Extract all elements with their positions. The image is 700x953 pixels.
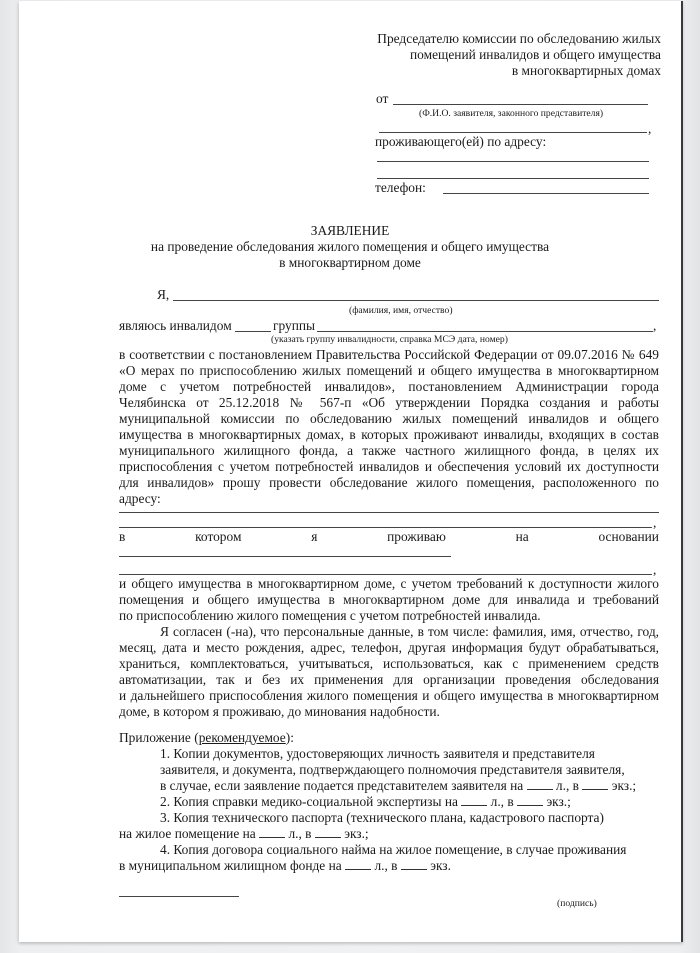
attachment-4-line-1: 4. Копия договора социального найма на жилое помещение, в случае проживания bbox=[160, 842, 627, 857]
para-line: Я согласен (-на), что персональные данные, в том числе: фамилия, имя, отчество, год, bbox=[160, 624, 659, 639]
heading-prefix: Приложение ( bbox=[119, 730, 199, 745]
paragraph-regulations bbox=[119, 347, 659, 507]
residence-basis-field-1[interactable] bbox=[119, 556, 451, 557]
para-line: в соответствии с постановлением Правительства Российской Федерации от 09.07.2016 № 649 bbox=[119, 347, 659, 362]
para-line: муниципальной комиссии по обследованию жилых помещений инвалидов и общего bbox=[119, 411, 659, 426]
copies-label: экз.; bbox=[344, 826, 369, 841]
attachment-1-line-1: 1. Копии документов, удостоверяющих личность заявителя и представителя bbox=[160, 746, 595, 761]
comma-2: , bbox=[653, 318, 657, 333]
para-line: имущества в многоквартирных домах, в которых проживают инвалиды, входящих в состав bbox=[119, 427, 659, 442]
copies-field[interactable] bbox=[582, 778, 608, 790]
heading-suffix: ): bbox=[285, 730, 294, 745]
para-line: храниться, комплектоваться, учитываться, использоваться, как с применением средств bbox=[119, 656, 659, 671]
from-label: от bbox=[376, 91, 389, 106]
copies-field[interactable] bbox=[315, 826, 341, 838]
para-line: доме с учетом потребностей инвалидов», постановлением Администрации города bbox=[119, 379, 659, 394]
comma-4: , bbox=[653, 562, 657, 577]
document-subtitle-2: в многоквартирном доме bbox=[279, 255, 421, 270]
word: я bbox=[311, 529, 318, 544]
para-line: «О мерах по приспособлению жилых помещений и общего имущества в многоквартирном bbox=[119, 363, 659, 378]
residence-basis-field-2[interactable] bbox=[119, 574, 652, 575]
attachment-text: в муниципальном жилищном фонде на bbox=[119, 858, 342, 873]
para-line: месяц, дата и место рождения, адрес, телефон, другая информация будут обрабатываться, bbox=[119, 640, 659, 655]
sheets-label: л., в bbox=[490, 794, 514, 809]
residence-line bbox=[119, 529, 659, 545]
document-title: ЗАЯВЛЕНИЕ bbox=[310, 223, 390, 238]
para-line: для инвалидов» прошу провести обследование жилого помещения, расположенного по bbox=[119, 475, 659, 490]
comma-3: , bbox=[653, 515, 657, 530]
paragraph-consent bbox=[119, 624, 659, 720]
sheets-field[interactable] bbox=[461, 794, 487, 806]
disabled-label: являюсь инвалидом bbox=[119, 318, 232, 333]
copies-label: экз.; bbox=[611, 778, 637, 793]
date-field[interactable] bbox=[119, 896, 239, 897]
applicant-name-field-2[interactable] bbox=[379, 132, 647, 133]
addressee-block bbox=[359, 31, 661, 79]
document-page bbox=[19, 1, 683, 942]
comma: , bbox=[648, 121, 652, 136]
copies-label: экз.; bbox=[546, 794, 571, 809]
phone-field[interactable] bbox=[443, 193, 649, 194]
addressee-line-3: в многоквартирных домах bbox=[511, 63, 661, 78]
para-line: Челябинска от 25.12.2018 № 567-п «Об утверждении Порядка создания и работы bbox=[119, 395, 659, 410]
attachment-text: 2. Копия справки медико-социальной экспертизы на bbox=[160, 794, 458, 809]
i-label: Я, bbox=[157, 287, 170, 302]
sheets-label: л., в bbox=[374, 858, 398, 873]
word: в bbox=[119, 529, 126, 544]
para-line: приспособления с учетом потребностей инвалидов и обеспечения условий их доступности bbox=[119, 459, 659, 474]
para-line: автоматизации, так и без их применения для организации проведения обследования bbox=[119, 672, 659, 687]
attachment-3-line-1: 3. Копия технического паспорта (технического плана, кадастрового паспорта) bbox=[160, 810, 604, 825]
disability-details-field[interactable] bbox=[317, 331, 653, 332]
sheets-field[interactable] bbox=[527, 778, 553, 790]
sheets-label: л., в bbox=[555, 778, 579, 793]
disability-details-caption: (указать группу инвалидности, справка МСЭ дата, номер) bbox=[271, 334, 508, 345]
address-field-1[interactable] bbox=[377, 161, 649, 162]
full-name-field[interactable] bbox=[173, 300, 659, 301]
para-line: по приспособлению жилого помещения с учетом потребностей инвалида. bbox=[119, 608, 541, 623]
para-line: адресу: bbox=[119, 491, 161, 506]
group-label: группы bbox=[273, 318, 316, 333]
applicant-name-caption: (Ф.И.О. заявителя, законного представителя) bbox=[419, 108, 604, 119]
sheets-field[interactable] bbox=[259, 826, 285, 838]
word: проживаю bbox=[387, 529, 446, 544]
heading-underlined: рекомендуемое bbox=[198, 730, 286, 745]
sheets-label: л., в bbox=[288, 826, 312, 841]
attachments-heading bbox=[119, 730, 294, 746]
copies-label: экз. bbox=[430, 858, 451, 873]
paragraph-requirements bbox=[119, 576, 659, 624]
applicant-name-field[interactable] bbox=[393, 104, 648, 105]
word: котором bbox=[195, 529, 242, 544]
para-line: доме, в котором я проживаю, до минования надобности. bbox=[119, 704, 440, 719]
para-line: помещения и общего имущества в многоквартирном доме для инвалида и требований bbox=[119, 592, 659, 607]
attachment-1-line-2: заявителя, и документа, подтверждающего полномочия представителя заявителя, bbox=[160, 762, 625, 777]
word: основании bbox=[598, 529, 659, 544]
phone-label: телефон: bbox=[375, 180, 426, 195]
attachment-3-line-2 bbox=[119, 826, 369, 842]
document-subtitle-1: на проведение обследования жилого помещения и общего имущества bbox=[150, 239, 550, 254]
para-line: муниципального жилищного фонда, а также частного жилищного фонда, в целях их bbox=[119, 443, 659, 458]
attachment-4-line-2 bbox=[119, 858, 451, 874]
addressee-line-1: Председателю комиссии по обследованию жилых bbox=[377, 31, 661, 46]
copies-field[interactable] bbox=[517, 794, 543, 806]
property-address-field-1[interactable] bbox=[119, 512, 659, 513]
full-name-caption: (фамилия, имя, отчество) bbox=[349, 305, 453, 316]
para-line: и дальнейшего приспособления жилого помещения и общего имущества в многоквартирном bbox=[119, 688, 659, 703]
attachment-2 bbox=[160, 794, 571, 810]
addressee-line-2: помещений инвалидов и общего имущества bbox=[410, 47, 661, 62]
disability-group-field[interactable] bbox=[235, 331, 271, 332]
address-field-2[interactable] bbox=[377, 178, 649, 179]
word: на bbox=[515, 529, 529, 544]
para-line: и общего имущества в многоквартирном доме, с учетом требований к доступности жилого bbox=[119, 576, 659, 591]
copies-field[interactable] bbox=[401, 858, 427, 870]
attachment-text: в случае, если заявление подается представителем заявителя на bbox=[160, 778, 524, 793]
attachment-1-line-3 bbox=[160, 778, 636, 794]
sheets-field[interactable] bbox=[345, 858, 371, 870]
address-label: проживающего(ей) по адресу: bbox=[375, 134, 547, 149]
property-address-field-2[interactable] bbox=[119, 527, 652, 528]
signature-caption: (подпись) bbox=[557, 898, 597, 909]
attachment-text: на жилое помещение на bbox=[119, 826, 256, 841]
